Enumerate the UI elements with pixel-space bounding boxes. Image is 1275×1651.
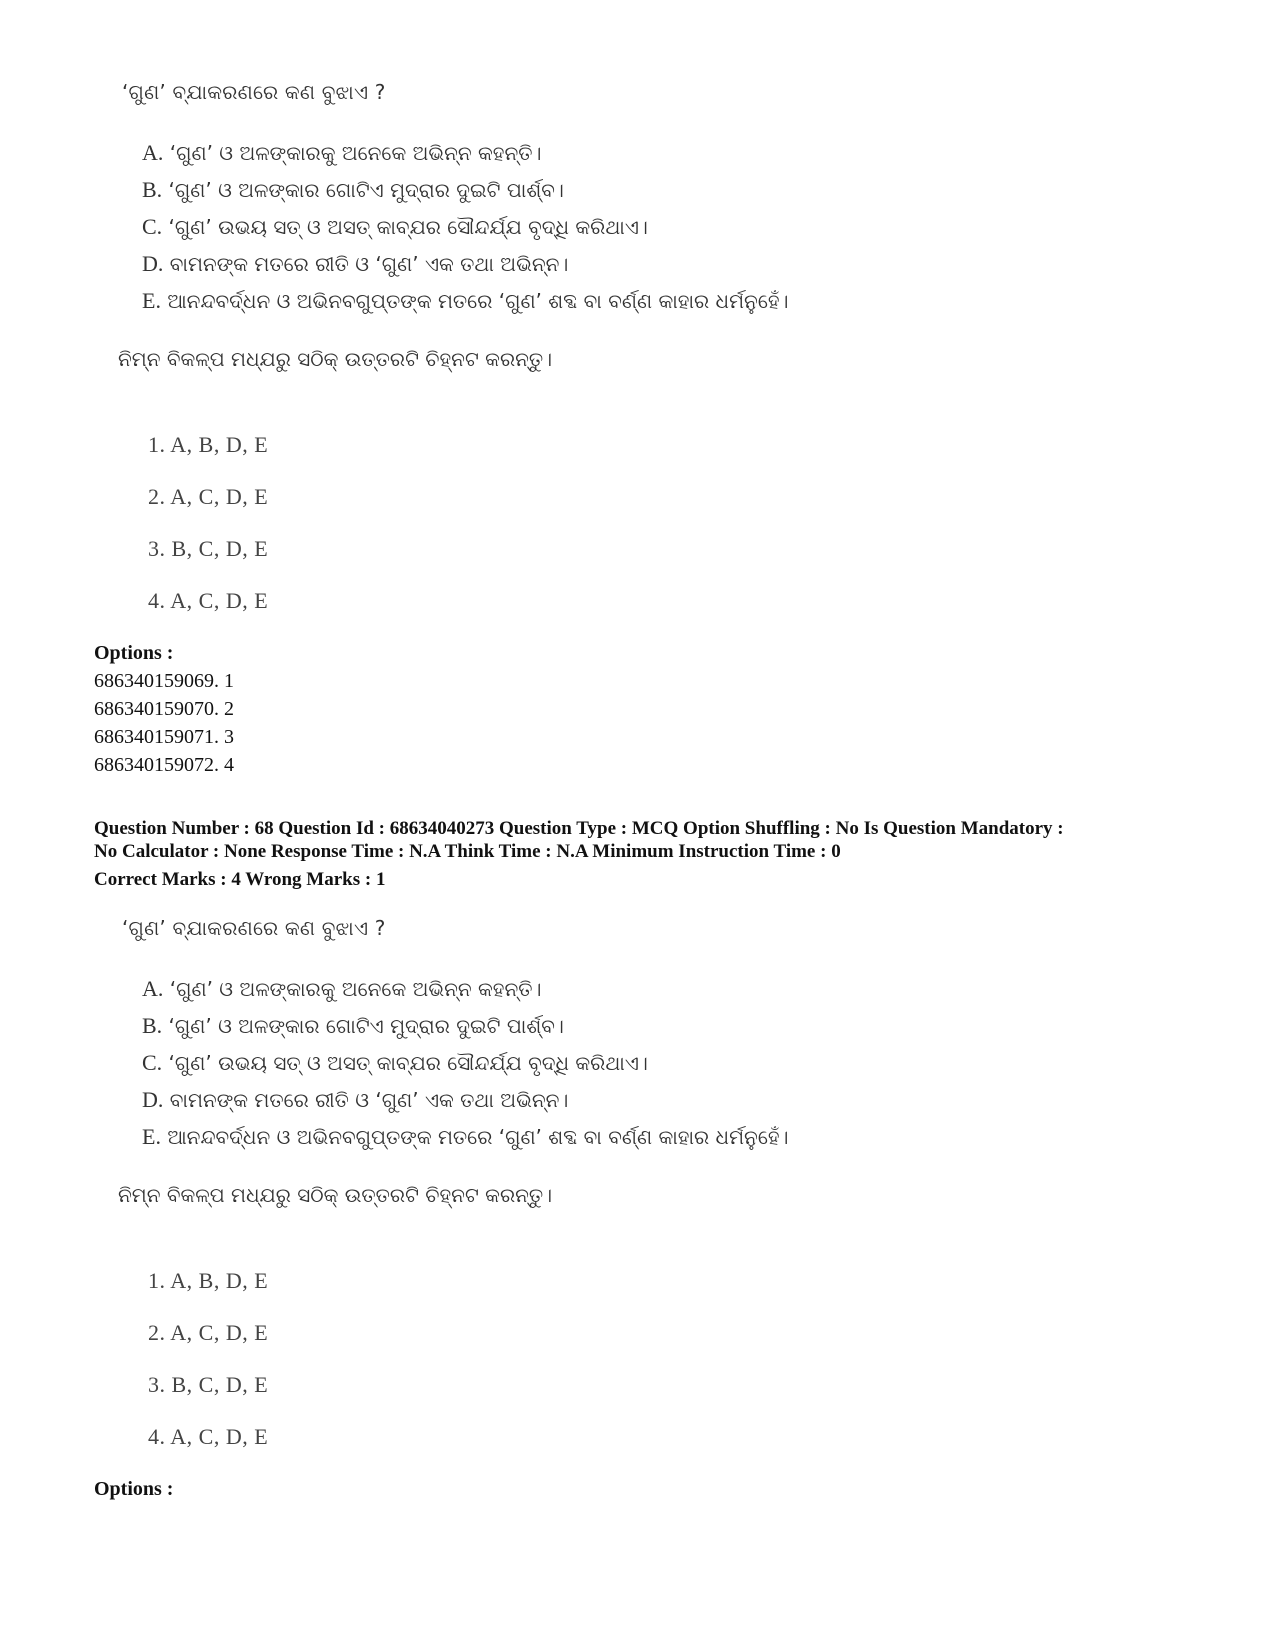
choice-4: 4. A, C, D, E <box>148 588 269 613</box>
choice-2: 2. A, C, D, E <box>148 484 269 509</box>
option-id-line: 686340159072. 4 <box>94 754 234 776</box>
statement-b <box>142 1013 564 1039</box>
option-id-line: 686340159069. 1 <box>94 670 234 692</box>
instruction-text: ନିମ୍ନ ବିକଳ୍ପ ମଧ୍ଯରୁ ସଠିକ୍ ଉତ୍ତରଟି ଚିହ୍ନଟ କରନ୍ତୁ। <box>118 347 553 371</box>
question-meta-line-2: No Calculator : None Response Time : N.A Think Time : N.A Minimum Instruction Time : 0 <box>94 841 841 862</box>
option-id-line: 686340159071. 3 <box>94 726 234 748</box>
statement-label: E. <box>142 1124 161 1149</box>
statement-d <box>142 1087 568 1113</box>
choice-4: 4. A, C, D, E <box>148 1424 269 1449</box>
choice-1: 1. A, B, D, E <box>148 1268 269 1293</box>
statement-text: ‘ଗୁଣ’ ଓ ଅଳଙ୍କାର ଗୋଟିଏ ମୁଦ୍ରାର ଦୁଇଟି ପାର୍ଶ୍ବ। <box>168 1014 564 1038</box>
statement-label: A. <box>142 976 164 1001</box>
statement-e <box>142 1124 789 1150</box>
statement-label: D. <box>142 251 164 276</box>
statement-text: ‘ଗୁଣ’ ଉଭୟ ସତ୍ ଓ ଅସତ୍ କାବ୍ଯର ସୌନ୍ଦର୍ଯ୍ଯ ବୃଦ୍ଧି କରିଥାଏ। <box>168 1051 648 1075</box>
statement-text: ‘ଗୁଣ’ ଉଭୟ ସତ୍ ଓ ଅସତ୍ କାବ୍ଯର ସୌନ୍ଦର୍ଯ୍ଯ ବୃଦ୍ଧି କରିଥାଏ। <box>168 215 648 239</box>
statement-text: ‘ଗୁଣ’ ଓ ଅଳଙ୍କାରକୁ ଅନେକେ ଅଭିନ୍ନ କହନ୍ତି। <box>169 141 542 165</box>
statement-text: ‘ଗୁଣ’ ଓ ଅଳଙ୍କାରକୁ ଅନେକେ ଅଭିନ୍ନ କହନ୍ତି। <box>169 977 542 1001</box>
options-heading: Options : <box>94 1478 174 1500</box>
option-id-line: 686340159070. 2 <box>94 698 234 720</box>
statement-text: ଆନନ୍ଦବର୍ଦ୍ଧନ ଓ ଅଭିନବଗୁପ୍ତଙ୍କ ମତରେ ‘ଗୁଣ’ ଶବ୍ଦ ବା ବର୍ଣ୍ଣ କାହାର ଧର୍ମନୁହେଁ। <box>167 1125 789 1149</box>
statement-label: A. <box>142 140 164 165</box>
statement-a <box>142 140 542 166</box>
statement-b <box>142 177 564 203</box>
statement-text: ବାମନଙ୍କ ମତରେ ରୀତି ଓ ‘ଗୁଣ’ ଏକ ତଥା ଅଭିନ୍ନ। <box>169 252 569 276</box>
statement-text: ଆନନ୍ଦବର୍ଦ୍ଧନ ଓ ଅଭିନବଗୁପ୍ତଙ୍କ ମତରେ ‘ଗୁଣ’ ଶବ୍ଦ ବା ବର୍ଣ୍ଣ କାହାର ଧର୍ମନୁହେଁ। <box>167 289 789 313</box>
options-heading: Options : <box>94 642 174 664</box>
statement-label: E. <box>142 288 161 313</box>
choice-3: 3. B, C, D, E <box>148 536 269 561</box>
statement-text: ବାମନଙ୍କ ମତରେ ରୀତି ଓ ‘ଗୁଣ’ ଏକ ତଥା ଅଭିନ୍ନ। <box>169 1088 569 1112</box>
question-meta-line-1: Question Number : 68 Question Id : 68634040273 Question Type : MCQ Option Shuffling : No Is Question Mandatory : <box>94 818 1064 839</box>
statement-a <box>142 976 542 1002</box>
statement-c <box>142 214 648 240</box>
instruction-text: ନିମ୍ନ ବିକଳ୍ପ ମଧ୍ଯରୁ ସଠିକ୍ ଉତ୍ତରଟି ଚିହ୍ନଟ କରନ୍ତୁ। <box>118 1183 553 1207</box>
question-marks-line: Correct Marks : 4 Wrong Marks : 1 <box>94 869 386 890</box>
statement-label: B. <box>142 1013 163 1038</box>
statement-label: C. <box>142 1050 163 1075</box>
statement-d <box>142 251 568 277</box>
choice-2: 2. A, C, D, E <box>148 1320 269 1345</box>
choice-3: 3. B, C, D, E <box>148 1372 269 1397</box>
statement-label: D. <box>142 1087 164 1112</box>
statement-label: C. <box>142 214 163 239</box>
question-stem: ‘ଗୁଣ’ ବ୍ଯାକରଣରେ କଣ ବୁଝାଏ ? <box>122 80 386 104</box>
statement-c <box>142 1050 648 1076</box>
statement-e <box>142 288 789 314</box>
statement-text: ‘ଗୁଣ’ ଓ ଅଳଙ୍କାର ଗୋଟିଏ ମୁଦ୍ରାର ଦୁଇଟି ପାର୍ଶ୍ବ। <box>168 178 564 202</box>
question-stem: ‘ଗୁଣ’ ବ୍ଯାକରଣରେ କଣ ବୁଝାଏ ? <box>122 916 386 940</box>
statement-label: B. <box>142 177 163 202</box>
choice-1: 1. A, B, D, E <box>148 432 269 457</box>
